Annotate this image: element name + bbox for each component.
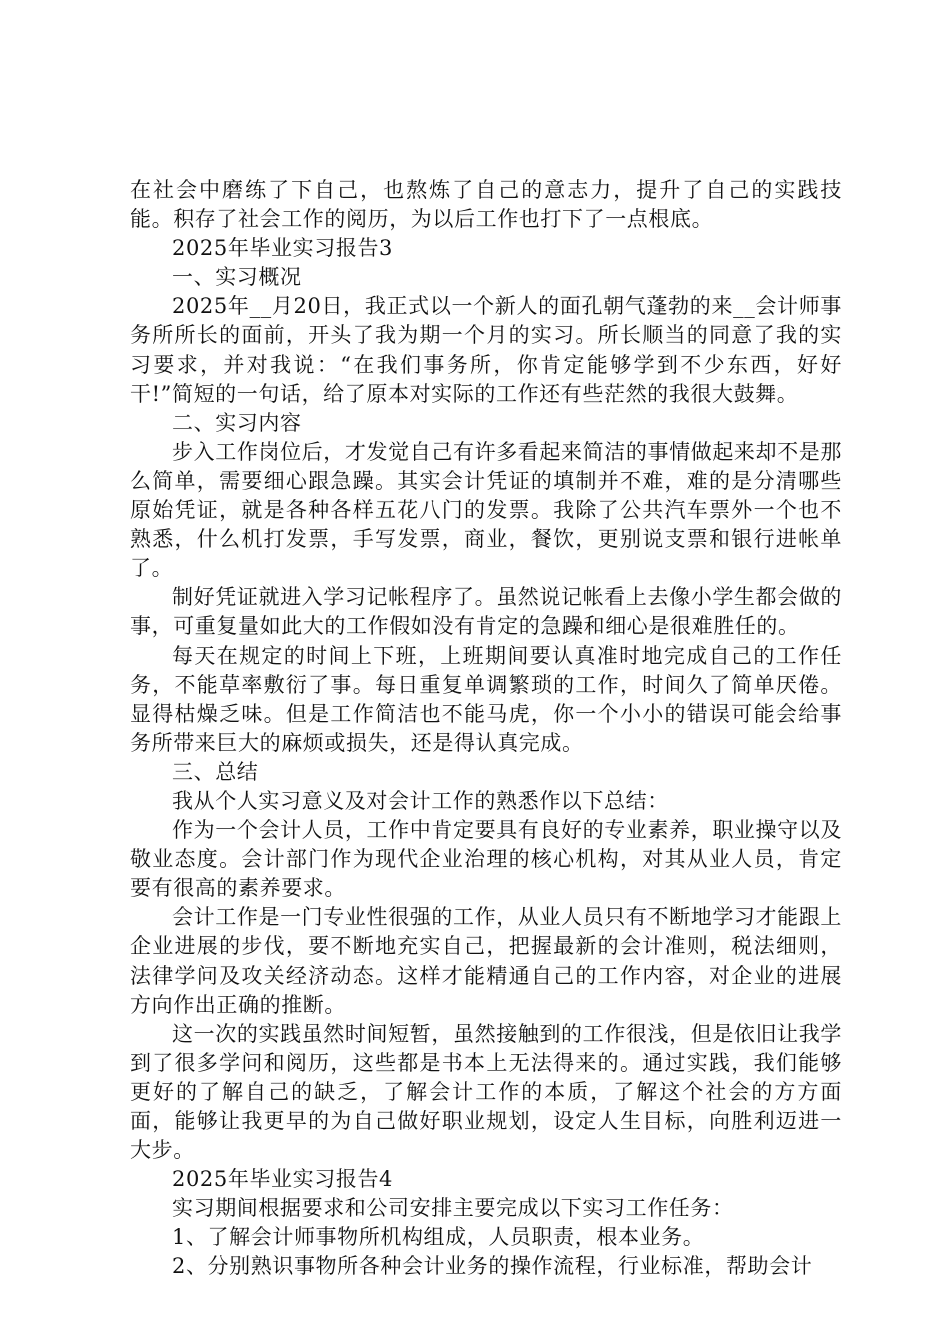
body-paragraph: 这一次的实践虽然时间短暂，虽然接触到的工作很浅，但是依旧让我学到了很多学问和阅历，这些都是书本上无法得来的。通过实践，我们能够更好的了解自己的缺乏，了解会计工作的本质，了解这个社会的方方面面，能够让我更早的为自己做好职业规划，设定人生目标，向胜利迈进一大步。 <box>130 1021 842 1163</box>
section-heading-overview: 一、实习概况 <box>172 265 302 290</box>
body-paragraph: 步入工作岗位后，才发觉自己有许多看起来简洁的事情做起来却不是那么简单，需要细心跟急躁。其实会计凭证的填制并不难，难的是分清哪些原始凭证，就是各种各样五花八门的发票。我除了公共汽车票外一个也不熟悉，什么机打发票，手写发票，商业，餐饮，更别说支票和银行进帐单了。 <box>130 439 842 581</box>
report-3-heading: 2025年毕业实习报告3 <box>172 236 394 261</box>
body-paragraph-continuation: 在社会中磨练了下自己，也熬炼了自己的意志力，提升了自己的实践技能。积存了社会工作的阅历，为以后工作也打下了一点根底。 <box>130 178 842 232</box>
task-list-item: 2、分别熟识事物所各种会计业务的操作流程，行业标准，帮助会计 <box>172 1254 813 1279</box>
body-paragraph: 每天在规定的时间上下班，上班期间要认真准时地完成自己的工作任务，不能草率敷衍了事。每日重复单调繁琐的工作，时间久了简单厌倦。显得枯燥乏味。但是工作简洁也不能马虎，你一个小小的错误可能会给事务所带来巨大的麻烦或损失，还是得认真完成。 <box>130 643 842 755</box>
section-heading-content: 二、实习内容 <box>172 410 302 435</box>
section-heading-summary: 三、总结 <box>172 759 259 784</box>
body-paragraph: 我从个人实习意义及对会计工作的熟悉作以下总结： <box>172 788 669 813</box>
document-body <box>130 176 842 1282</box>
body-paragraph: 实习期间根据要求和公司安排主要完成以下实习工作任务： <box>172 1196 734 1221</box>
body-paragraph: 会计工作是一门专业性很强的工作，从业人员只有不断地学习才能跟上企业进展的步伐，要不断地充实自己，把握最新的会计准则，税法细则，法律学问及攻关经济动态。这样才能精通自己的工作内容，对企业的进展方向作出正确的推断。 <box>130 905 842 1017</box>
body-paragraph: 制好凭证就进入学习记帐程序了。虽然说记帐看上去像小学生都会做的事，可重复量如此大的工作假如没有肯定的急躁和细心是很难胜任的。 <box>130 585 842 639</box>
body-paragraph: 作为一个会计人员，工作中肯定要具有良好的专业素养，职业操守以及敬业态度。会计部门作为现代企业治理的核心机构，对其从业人员，肯定要有很高的素养要求。 <box>130 818 842 901</box>
body-paragraph: 2025年__月20日，我正式以一个新人的面孔朝气蓬勃的来__会计师事务所所长的面前，开头了我为期一个月的实习。所长顺当的同意了我的实习要求，并对我说：“在我们事务所，你肯定能够学到不少东西，好好干!”简短的一句话，给了原本对实际的工作还有些茫然的我很大鼓舞。 <box>130 294 842 406</box>
task-list-item: 1、了解会计师事物所机构组成，人员职责，根本业务。 <box>172 1225 705 1250</box>
report-4-heading: 2025年毕业实习报告4 <box>172 1167 394 1192</box>
